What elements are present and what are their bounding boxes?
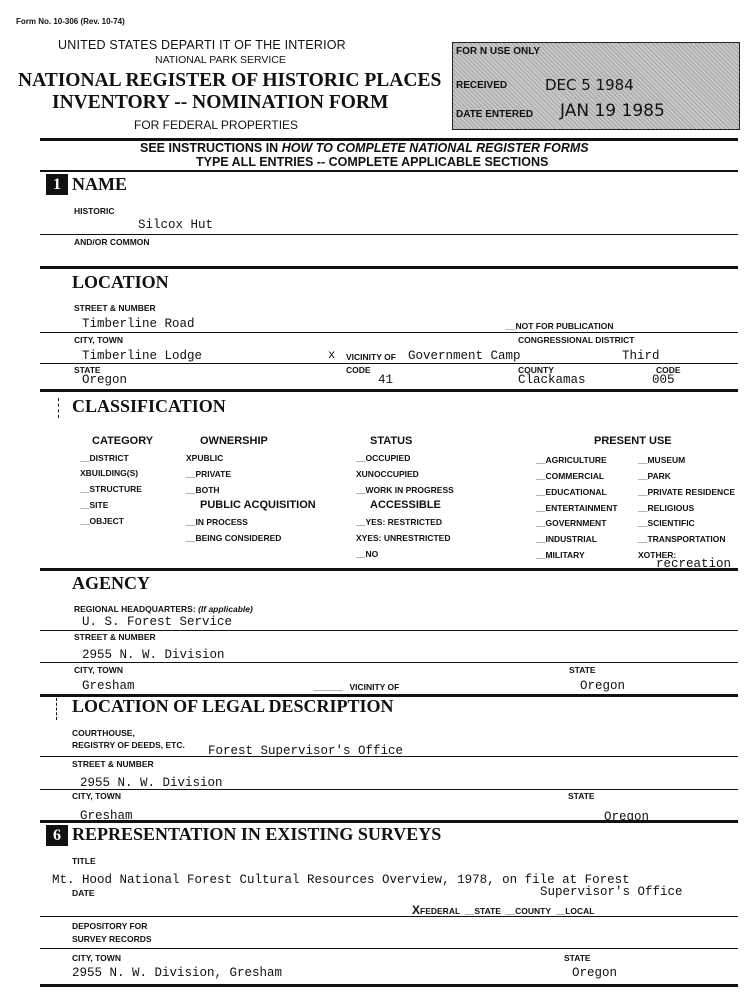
present-use-item: __GOVERNMENT <box>536 518 607 528</box>
vicinity-mark: x <box>328 348 336 362</box>
county-code-label: CODE <box>656 365 681 375</box>
rule <box>40 662 738 663</box>
category-item: XBUILDING(S) <box>80 468 139 478</box>
present-use-item: __EDUCATIONAL <box>536 487 607 497</box>
agency-city-value: Gresham <box>82 679 135 693</box>
present-use-item: __RELIGIOUS <box>638 503 695 513</box>
survey-title-value-cont: Supervisor's Office <box>540 885 683 899</box>
depository-label: DEPOSITORY FOR <box>72 921 148 931</box>
status-heading: STATUS <box>370 435 413 447</box>
section-heading-location: LOCATION <box>72 272 169 292</box>
city-value: Timberline Lodge <box>82 349 203 363</box>
other-use-value: recreation <box>656 557 732 571</box>
acquisition-item: __IN PROCESS <box>186 517 248 527</box>
ownership-item: XPUBLIC <box>186 453 224 463</box>
accessible-heading: ACCESSIBLE <box>370 499 441 511</box>
office-use-heading: FOR N USE ONLY <box>456 46 541 57</box>
rule <box>40 234 738 235</box>
legal-state-label: STATE <box>568 791 595 801</box>
common-name-label: AND/OR COMMON <box>74 237 150 247</box>
margin-mark <box>58 398 59 418</box>
survey-records-label: SURVEY RECORDS <box>72 934 152 944</box>
department-name: UNITED STATES DEPARTI IT OF THE INTERIOR <box>58 38 346 52</box>
historic-name-value: Silcox Hut <box>138 218 214 232</box>
state-label: STATE <box>74 365 101 375</box>
received-label: RECEIVED <box>456 80 508 91</box>
section-number-6: 6 <box>46 825 68 846</box>
section-rule <box>40 568 738 571</box>
category-item: __OBJECT <box>80 516 124 526</box>
form-number: Form No. 10-306 (Rev. 10-74) <box>16 17 125 26</box>
section-rule <box>40 820 738 823</box>
date-entered-value: JAN 19 1985 <box>560 101 665 121</box>
agency-vicinity: ______ VICINITY OF <box>314 682 400 692</box>
present-use-item: __PRIVATE RESIDENCE <box>638 487 736 497</box>
registry-label: REGISTRY OF DEEDS, ETC. <box>72 740 185 750</box>
survey-state-value: Oregon <box>572 966 618 980</box>
public-acquisition-heading: PUBLIC ACQUISITION <box>200 499 316 511</box>
survey-title-label: TITLE <box>72 856 96 866</box>
present-use-heading: PRESENT USE <box>594 435 672 447</box>
survey-level: XFEDERAL __STATE __COUNTY __LOCAL <box>412 903 595 917</box>
agency-street-value: 2955 N. W. Division <box>82 648 225 662</box>
present-use-item: __MILITARY <box>536 550 585 560</box>
access-item: __YES: RESTRICTED <box>356 517 442 527</box>
rule <box>40 916 738 917</box>
city-label: CITY, TOWN <box>74 335 123 345</box>
county-value: Clackamas <box>518 373 586 387</box>
street-value: Timberline Road <box>82 317 195 331</box>
state-code-value: 41 <box>378 373 394 387</box>
instructions-line1: SEE INSTRUCTIONS IN HOW TO COMPLETE NATIONAL REGISTER FORMS <box>140 141 589 155</box>
street-label: STREET & NUMBER <box>74 303 156 313</box>
present-use-item: __AGRICULTURE <box>536 455 607 465</box>
regional-hq-label: REGIONAL HEADQUARTERS: (If applicable) <box>74 604 253 614</box>
present-use-item: __SCIENTIFIC <box>638 518 695 528</box>
rule <box>40 630 738 631</box>
rule <box>40 948 738 949</box>
legal-street-value: 2955 N. W. Division <box>80 776 223 790</box>
historic-label: HISTORIC <box>74 206 115 216</box>
survey-city-label: CITY, TOWN <box>72 953 121 963</box>
form-title-line2: INVENTORY -- NOMINATION FORM <box>52 92 389 113</box>
ownership-item: __BOTH <box>186 485 220 495</box>
category-item: __SITE <box>80 500 109 510</box>
federal-properties: FOR FEDERAL PROPERTIES <box>134 118 299 132</box>
received-date: DEC 5 1984 <box>545 76 634 94</box>
form-title-line1: NATIONAL REGISTER OF HISTORIC PLACES <box>18 70 442 91</box>
survey-date-label: DATE <box>72 888 95 898</box>
ownership-heading: OWNERSHIP <box>200 435 268 447</box>
vicinity-value: Government Camp <box>408 349 521 363</box>
date-entered-label: DATE ENTERED <box>456 109 534 120</box>
present-use-item: __COMMERCIAL <box>536 471 605 481</box>
rule <box>40 756 738 757</box>
survey-city-value: 2955 N. W. Division, Gresham <box>72 966 283 980</box>
vicinity-label: VICINITY OF <box>346 352 396 362</box>
county-label: COUNTY <box>518 365 554 375</box>
margin-mark <box>56 698 57 720</box>
status-item: XUNOCCUPIED <box>356 469 419 479</box>
section-rule <box>40 984 738 987</box>
category-item: __STRUCTURE <box>80 484 142 494</box>
congressional-district-value: Third <box>622 349 660 363</box>
not-for-publication: __NOT FOR PUBLICATION <box>506 321 614 331</box>
section-heading-classification: CLASSIFICATION <box>72 396 226 416</box>
courthouse-label: COURTHOUSE, <box>72 728 135 738</box>
congressional-district-label: CONGRESSIONAL DISTRICT <box>518 335 635 345</box>
agency-city-label: CITY, TOWN <box>74 665 123 675</box>
legal-street-label: STREET & NUMBER <box>72 759 154 769</box>
state-value: Oregon <box>82 373 128 387</box>
agency-state-label: STATE <box>569 665 596 675</box>
agency-street-label: STREET & NUMBER <box>74 632 156 642</box>
status-item: __OCCUPIED <box>356 453 411 463</box>
present-use-item: __PARK <box>638 471 671 481</box>
present-use-item: __TRANSPORTATION <box>638 534 726 544</box>
section-rule <box>40 389 738 392</box>
survey-title-value: Mt. Hood National Forest Cultural Resources Overview, 1978, on file at Forest <box>52 873 630 887</box>
code-label: CODE <box>346 365 371 375</box>
agency-state-value: Oregon <box>580 679 626 693</box>
access-item: __NO <box>356 549 379 559</box>
section-rule <box>40 266 738 269</box>
section-heading-legal: LOCATION OF LEGAL DESCRIPTION <box>72 696 394 716</box>
rule <box>40 332 738 333</box>
category-heading: CATEGORY <box>92 435 154 447</box>
section-heading-agency: AGENCY <box>72 573 151 593</box>
legal-city-value: Gresham <box>80 809 133 823</box>
regional-hq-value: U. S. Forest Service <box>82 615 233 629</box>
present-use-item: __ENTERTAINMENT <box>536 503 618 513</box>
section-heading-name: NAME <box>72 174 127 194</box>
county-code-value: 005 <box>652 373 675 387</box>
present-use-item: XOTHER: <box>638 550 677 560</box>
office-use-box <box>452 42 740 130</box>
rule <box>40 789 738 790</box>
acquisition-item: __BEING CONSIDERED <box>186 533 282 543</box>
instructions-line2: TYPE ALL ENTRIES -- COMPLETE APPLICABLE SECTIONS <box>196 155 549 169</box>
service-name: NATIONAL PARK SERVICE <box>155 54 286 66</box>
instructions-rule <box>40 170 738 172</box>
section-number-1: 1 <box>46 174 68 195</box>
category-item: __DISTRICT <box>80 453 129 463</box>
access-item: XYES: UNRESTRICTED <box>356 533 451 543</box>
legal-state-value: Oregon <box>604 810 650 824</box>
ownership-item: __PRIVATE <box>186 469 232 479</box>
status-item: __WORK IN PROGRESS <box>356 485 454 495</box>
legal-city-label: CITY, TOWN <box>72 791 121 801</box>
registry-value: Forest Supervisor's Office <box>208 744 404 758</box>
rule <box>40 363 738 364</box>
present-use-item: __MUSEUM <box>638 455 686 465</box>
present-use-item: __INDUSTRIAL <box>536 534 597 544</box>
survey-state-label: STATE <box>564 953 591 963</box>
section-heading-surveys: REPRESENTATION IN EXISTING SURVEYS <box>72 824 442 844</box>
